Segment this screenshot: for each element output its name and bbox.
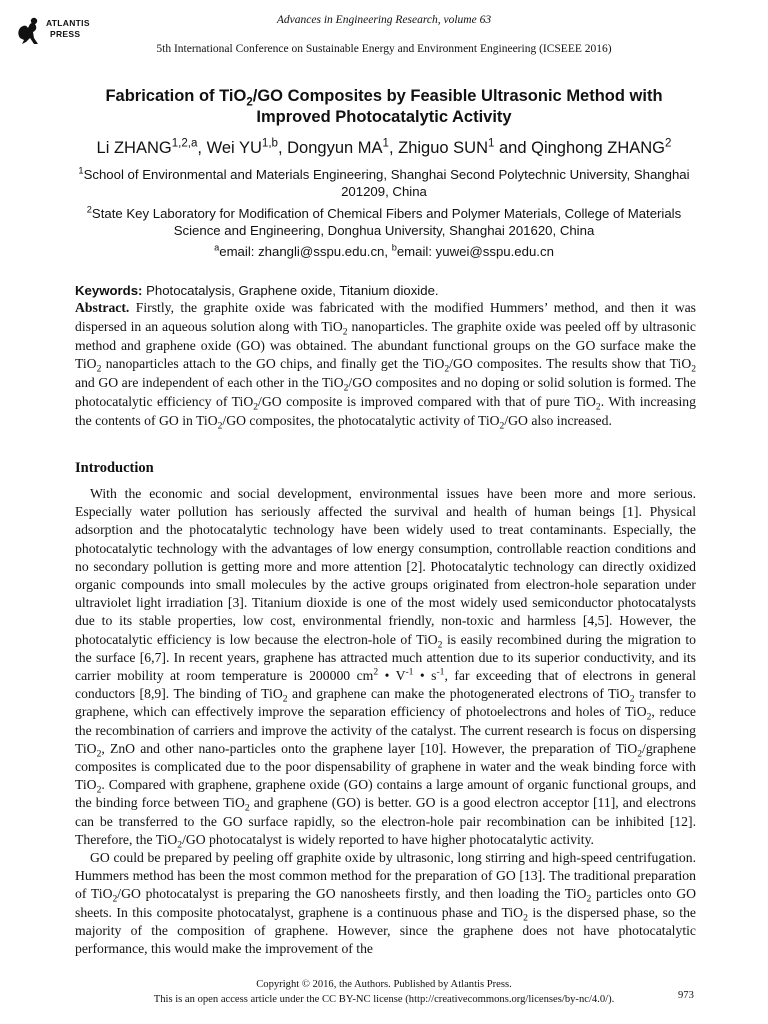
email-b: email: yuwei@sspu.edu.cn xyxy=(396,244,554,259)
author-separator: , xyxy=(197,139,207,157)
keywords-text: Photocatalysis, Graphene oxide, Titanium dioxide. xyxy=(142,283,439,298)
author-separator: , xyxy=(277,139,288,157)
affiliation-1 xyxy=(70,166,698,200)
author-name: Dongyun MA xyxy=(287,139,383,157)
author-name: Zhiguo SUN xyxy=(398,139,488,157)
abstract-label: Abstract. xyxy=(75,300,130,315)
title-subscript: 2 xyxy=(246,96,253,109)
title-part: /GO Composites by Feasible Ultrasonic Method with xyxy=(252,87,663,105)
keywords xyxy=(75,283,695,298)
author-separator: , xyxy=(388,139,399,157)
abstract xyxy=(75,299,696,431)
affiliation-marker: 2 xyxy=(86,204,92,215)
footer xyxy=(60,978,708,1007)
title-line-2: Improved Photocatalytic Activity xyxy=(256,108,512,126)
author-affiliation-marker: 2 xyxy=(665,137,672,150)
paper-title xyxy=(60,86,708,128)
section-heading-introduction: Introduction xyxy=(75,460,154,476)
email-marker: a xyxy=(214,242,220,253)
affiliation-marker: 1 xyxy=(78,165,84,176)
author-list xyxy=(40,139,728,158)
affiliation-2 xyxy=(70,205,698,239)
author-affiliation-marker: 1,b xyxy=(261,137,278,150)
logo-line-2: PRESS xyxy=(50,29,81,39)
author-separator: and xyxy=(494,139,532,157)
copyright-line: Copyright © 2016, the Authors. Published by Atlantis Press. xyxy=(256,979,512,990)
logo-line-1: ATLANTIS xyxy=(46,18,90,28)
author-affiliation-marker: 1 xyxy=(488,137,495,150)
conference-line: 5th International Conference on Sustainable Energy and Environment Engineering (ICSEEE 2016) xyxy=(156,43,612,55)
author-name: Qinghong ZHANG xyxy=(531,139,666,157)
author-affiliation-marker: 1,2,a xyxy=(171,137,198,150)
introduction-body xyxy=(75,485,696,958)
paragraph: With the economic and social development, environmental issues have been more and more serious. Especially water pollution has seriously affected the survival and health of human beings [1]. Physical adsorption and the photocatalytic technology have been widely used to treat contaminants. Especially, the photocatalytic technology with the advantages of low energy consumption, controllable reaction conditions and no secondary pollution is getting more and more attention [2]. Photocatalytic technology can directly oxidized organic compounds into small molecules by the active groups originated from electron-hole separation under ultraviolet light irradiation [3]. Titanium dioxide is one of the most widely used semiconductor photocatalysts due to its stable properties, low cost, environmental friendly, non-toxic and harmless [4,5]. However, the photocatalytic efficiency is low because the electron-hole of TiO$_2$ is easily recombined during the migration to the surface [6,7]. In recent years, graphene has attracted much attention due to its superior conductivity, and its carrier mobility at room temperature is 200000 $cm^2$ • $V^{-1}$ • $s^{-1}$, far exceeding that of electrons in general conductors [8,9]. The binding of TiO$_2$ and graphene can make the photogenerated electrons of TiO$_2$ transfer to graphene, which can effectively improve the separation efficiency of photoelectrons and holes of TiO$_2$, reduce the recombination of carriers and improve the activity of the catalyst. The current research is focus on dispersing TiO$_2$, ZnO and other nano-particles onto the graphene layer [10]. However, the preparation of TiO$_2$/graphene composites is complicated due to the poor dispensability of graphene in water and the weak binding force with TiO$_2$. Compared with graphene, graphene oxide (GO) contains a large amount of organic functional groups, and the binding force between TiO$_2$ and graphene (GO) is better. GO is a good electron acceptor [11], and electrons can be transferred to the GO surface rapidly, so the electron-hole pair recombination can be inhibited [12]. Therefore, the TiO$_2$/GO photocatalyst is widely reported to have higher photocatalytic activity. xyxy=(75,486,696,851)
author-affiliation-marker: 1 xyxy=(382,137,389,150)
license-line: This is an open access article under the CC BY-NC license (http://creativecommons.org/licenses/by-nc/4.0/). xyxy=(153,993,615,1005)
affiliation-text: State Key Laboratory for Modification of Chemical Fibers and Polymer Materials, College of Materials Science and Engineering, Donghua University, Shanghai 201620, China xyxy=(91,206,682,238)
abstract-text: Firstly, the graphite oxide was fabricated with the modified Hummers’ method, and then it was dispersed in an aqueous solution along with TiO$_2$ nanoparticles. The graphite oxide was peeled off by ultrasonic method and graphene oxide (GO) was obtained. The abundant functional groups on the GO surface make the TiO$_2$ nanoparticles attach to the GO chips, and finally get the TiO$_2$/GO composites. The results show that TiO$_2$ and GO are independent of each other in the TiO$_2$/GO composites and no doping or solid solution is formed. The photocatalytic efficiency of TiO$_2$/GO composite is improved compared with that of pure TiO$_2$. With increasing the contents of GO in TiO$_2$/GO composites, the photocatalytic activity of TiO$_2$/GO also increased. xyxy=(75,300,697,432)
author-name: Wei YU xyxy=(206,139,262,157)
keywords-label: Keywords: xyxy=(75,283,143,298)
paragraph: GO could be prepared by peeling off graphite oxide by ultrasonic, long stirring and high-speed centrifugation. Hummers method has been the most common method for the preparation of GO [13]. The traditional preparation of TiO$_2$/GO photocatalyst is preparing the GO nanosheets firstly, and then loading the TiO$_2$ particles onto GO sheets. In this composite photocatalyst, graphene is a continuous phase and TiO$_2$ is the dispersed phase, so the majority of the composition of graphene. However, since the graphene does not have photocatalytic performance, this would make the improvement of the xyxy=(75,850,696,957)
journal-line: Advances in Engineering Research, volume 63 xyxy=(276,14,492,26)
affiliation-text: School of Environmental and Materials Engineering, Shanghai Second Polytechnic University, Shanghai 201209, China xyxy=(83,167,690,199)
author-emails xyxy=(70,244,698,259)
title-part: Fabrication of TiO xyxy=(105,87,247,105)
email-a: email: zhangli@sspu.edu.cn, xyxy=(219,244,392,259)
email-marker: b xyxy=(391,242,397,253)
author-name: Li ZHANG xyxy=(96,139,172,157)
page-number: 973 xyxy=(678,990,694,1001)
